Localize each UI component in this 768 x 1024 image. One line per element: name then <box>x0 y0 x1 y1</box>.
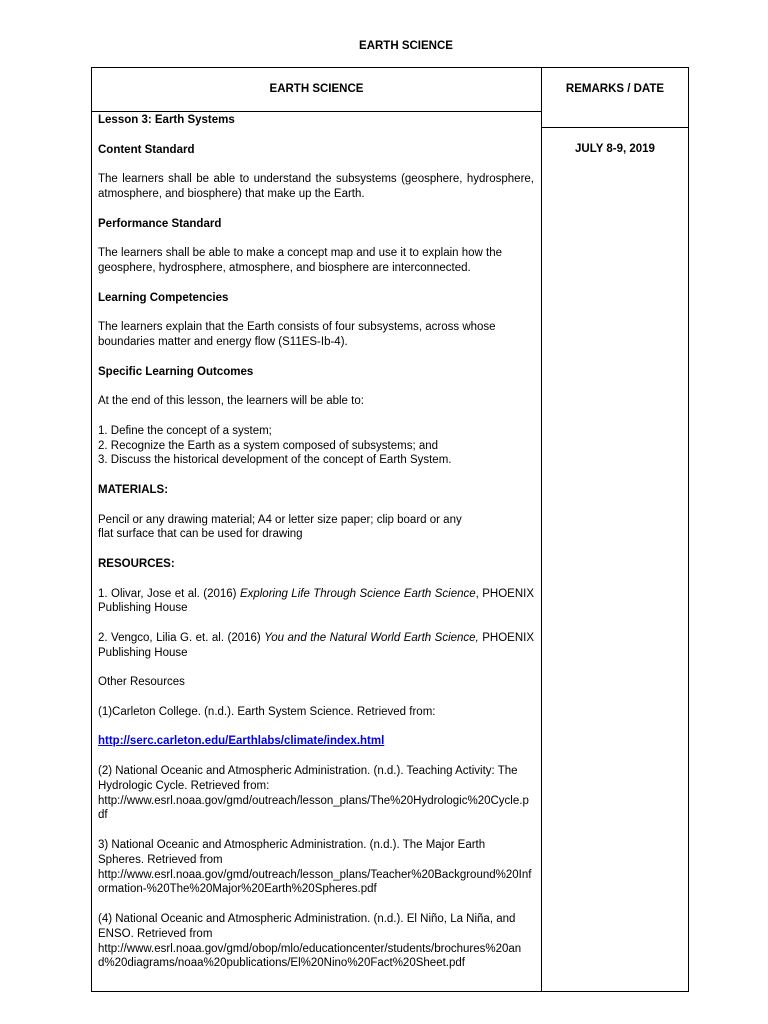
materials-heading: MATERIALS: <box>98 483 169 496</box>
content-standard-text: The learners shall be able to understand the subsystems (geosphere, hydrosphere, atmosphere, and biosphere) that make up the Earth. <box>98 173 534 200</box>
header-divider-left <box>92 111 542 112</box>
carleton-link[interactable]: http://serc.carleton.edu/Earthlabs/climate/index.html <box>98 735 385 748</box>
citation-url: http://www.esrl.noaa.gov/gmd/outreach/lesson_plans/Teacher%20Background%20Information-%20The%20Major%20Earth%20Spheres.pdf <box>98 868 532 896</box>
resource-book-title: You and the Natural World Earth Science, <box>264 631 479 644</box>
list-item: 1. Define the concept of a system; <box>98 424 272 437</box>
outcomes-heading: Specific Learning Outcomes <box>98 365 254 378</box>
resource-suffix: PHOENIX Publishing House <box>98 631 534 659</box>
header-divider-right <box>541 127 688 128</box>
materials-line: flat surface that can be used for drawing <box>98 528 303 541</box>
competencies-heading: Learning Competencies <box>98 291 229 304</box>
list-item: 2. Recognize the Earth as a system composed of subsystems; and <box>98 439 439 452</box>
lesson-content <box>98 113 534 986</box>
column-divider <box>541 68 542 991</box>
remarks-date: JULY 8-9, 2019 <box>575 143 655 155</box>
citation-text: (4) National Oceanic and Atmospheric Administration. (n.d.). El Niño, La Niña, and ENSO. Retrieved from <box>98 913 516 940</box>
resource-prefix: 2. Vengco, Lilia G. et. al. (2016) <box>98 631 265 644</box>
citation-text: (2) National Oceanic and Atmospheric Administration. (n.d.). Teaching Activity: The Hydrologic Cycle. Retrieved from: <box>98 765 518 792</box>
citation-url: http://www.esrl.noaa.gov/gmd/obop/mlo/educationcenter/students/brochures%20and%20diagrams/noaa%20publications/El%20Nino%20Fact%20Sheet.pdf <box>98 942 522 970</box>
lesson-title: Lesson 3: Earth Systems <box>98 114 235 126</box>
resource-book-title: Exploring Life Through Science Earth Science <box>239 587 476 600</box>
resources-heading: RESOURCES: <box>98 557 175 570</box>
other-resource-1: (1)Carleton College. (n.d.). Earth System Science. Retrieved from: <box>98 705 436 718</box>
outcomes-list <box>98 424 534 468</box>
content-standard-heading: Content Standard <box>98 143 195 156</box>
column-header-remarks: REMARKS / DATE <box>565 83 665 95</box>
materials-text <box>98 513 534 543</box>
other-resource-4 <box>98 912 534 971</box>
citation-url: http://www.esrl.noaa.gov/gmd/outreach/lesson_plans/The%20Hydrologic%20Cycle.pdf <box>98 794 529 822</box>
column-header-subject: EARTH SCIENCE <box>269 83 364 95</box>
materials-line: Pencil or any drawing material; A4 or letter size paper; clip board or any <box>98 513 462 526</box>
other-resources-heading: Other Resources <box>98 676 185 689</box>
resource-suffix: , PHOENIX Publishing House <box>98 587 535 615</box>
other-resource-3 <box>98 838 534 897</box>
performance-standard-text: The learners shall be able to make a concept map and use it to explain how the geosphere, hydrosphere, atmosphere, and biosphere are interconnected. <box>98 247 503 274</box>
list-item: 3. Discuss the historical development of the concept of Earth System. <box>98 454 452 467</box>
resource-item <box>98 631 534 661</box>
page-title: EARTH SCIENCE <box>359 40 453 52</box>
other-resource-2 <box>98 764 534 823</box>
lesson-table <box>91 67 689 992</box>
performance-standard-heading: Performance Standard <box>98 217 222 230</box>
resource-prefix: 1. Olivar, Jose et al. (2016) <box>98 587 240 600</box>
resource-item <box>98 587 534 617</box>
citation-text: 3) National Oceanic and Atmospheric Administration. (n.d.). The Major Earth Spheres. Retrieved from <box>98 839 486 866</box>
competencies-text: The learners explain that the Earth consists of four subsystems, across whose boundaries matter and energy flow (S11ES-Ib-4). <box>98 321 496 348</box>
outcomes-intro: At the end of this lesson, the learners will be able to: <box>98 395 364 408</box>
